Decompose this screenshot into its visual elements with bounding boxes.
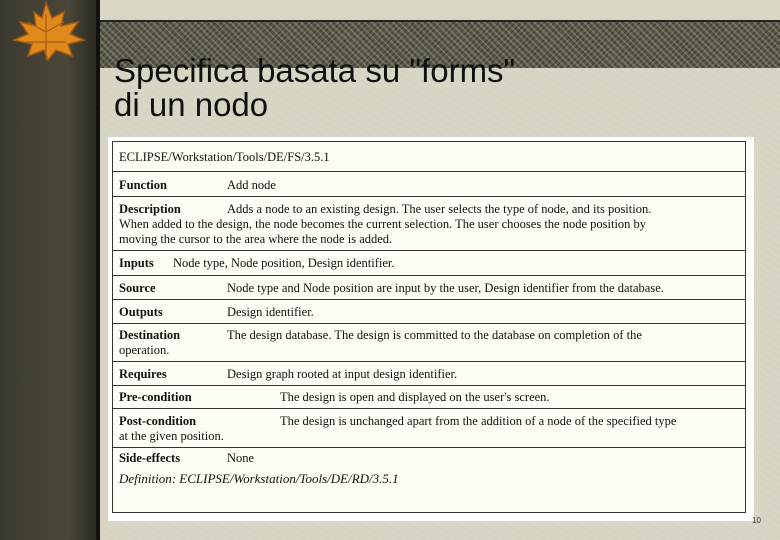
spec-row-function bbox=[113, 172, 745, 197]
specification-form-image bbox=[108, 137, 754, 521]
left-decorative-band bbox=[0, 0, 96, 540]
spec-row-requires bbox=[113, 362, 745, 386]
postcondition-line-1: The design is unchanged apart from the addition of a node of the specified type bbox=[280, 414, 677, 428]
inputs-value: Node type, Node position, Design identifier. bbox=[173, 256, 395, 270]
spec-header-row bbox=[113, 142, 745, 172]
description-line-1: Adds a node to an existing design. The user selects the type of node, and its position. bbox=[227, 202, 652, 216]
definition-line: Definition: ECLIPSE/Workstation/Tools/DE/RD/3.5.1 bbox=[119, 471, 399, 486]
precondition-label: Pre-condition bbox=[119, 390, 192, 404]
specification-form bbox=[112, 141, 746, 513]
postcondition-line-2: at the given position. bbox=[119, 429, 224, 443]
requires-value: Design graph rooted at input design identifier. bbox=[227, 367, 458, 381]
destination-line-2: operation. bbox=[119, 343, 170, 357]
requires-label: Requires bbox=[119, 367, 167, 381]
slide-title bbox=[114, 54, 714, 122]
destination-line-1: The design database. The design is committed to the database on completion of the bbox=[227, 328, 642, 342]
spec-row-postcondition bbox=[113, 409, 745, 448]
spec-row-destination bbox=[113, 324, 745, 362]
spec-row-inputs bbox=[113, 251, 745, 276]
spec-header: ECLIPSE/Workstation/Tools/DE/FS/3.5.1 bbox=[119, 150, 330, 164]
description-line-2: When added to the design, the node becomes the current selection. The user chooses the node position by bbox=[119, 217, 647, 231]
function-label: Function bbox=[119, 178, 167, 192]
page-number: 10 bbox=[752, 516, 761, 525]
slide-title-line-1: Specifica basata su "forms" bbox=[114, 52, 516, 89]
sideeffects-value: None bbox=[227, 451, 255, 465]
spec-row-precondition bbox=[113, 386, 745, 409]
precondition-value: The design is open and displayed on the user's screen. bbox=[280, 390, 550, 404]
spec-row-source bbox=[113, 276, 745, 300]
inputs-label: Inputs bbox=[119, 256, 154, 270]
outputs-value: Design identifier. bbox=[227, 305, 314, 319]
description-label: Description bbox=[119, 202, 181, 216]
source-value: Node type and Node position are input by the user, Design identifier from the database. bbox=[227, 281, 664, 295]
destination-label: Destination bbox=[119, 328, 181, 342]
spec-row-sideeffects bbox=[113, 448, 745, 469]
function-value: Add node bbox=[227, 178, 276, 192]
sideeffects-label: Side-effects bbox=[119, 451, 181, 465]
source-label: Source bbox=[119, 281, 156, 295]
description-line-3: moving the cursor to the area where the node is added. bbox=[119, 232, 393, 246]
spec-row-outputs bbox=[113, 300, 745, 324]
spec-row-description bbox=[113, 197, 745, 251]
postcondition-label: Post-condition bbox=[119, 414, 197, 428]
outputs-label: Outputs bbox=[119, 305, 163, 319]
slide-title-line-2: di un nodo bbox=[114, 86, 269, 123]
maple-leaf-icon bbox=[4, 0, 88, 62]
